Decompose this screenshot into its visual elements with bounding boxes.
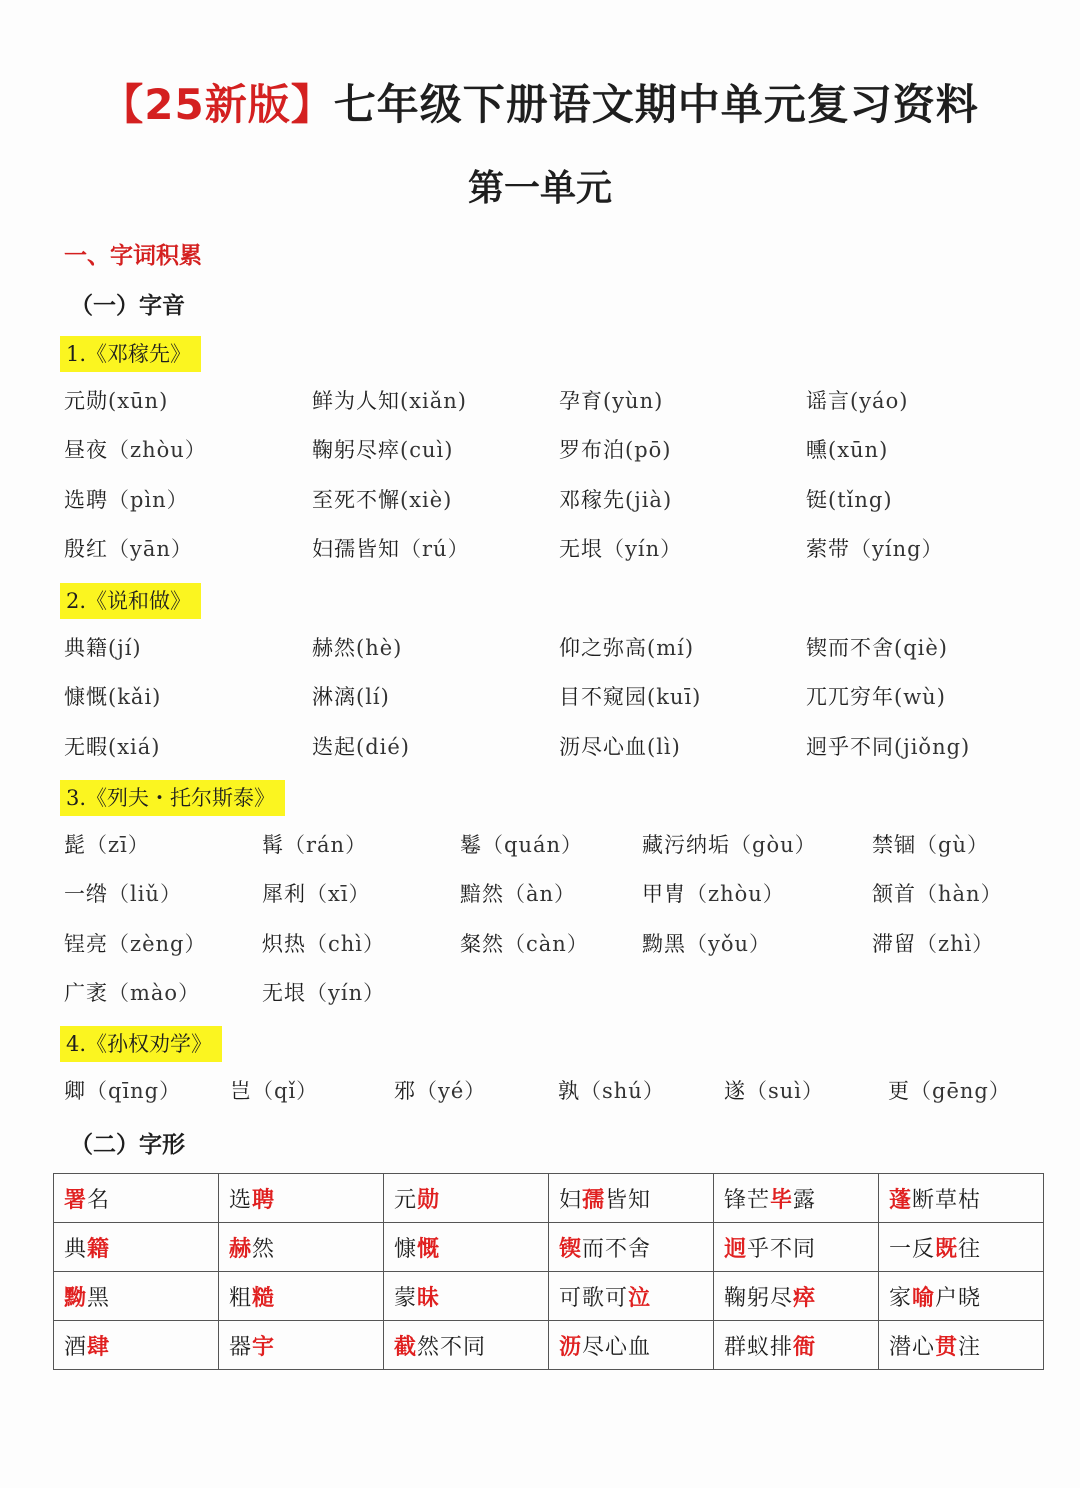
lesson-heading: 2.《说和做》	[60, 583, 201, 619]
entry-pinyin: （liǔ）	[108, 882, 182, 907]
cell-text: 慷	[394, 1236, 418, 1262]
pinyin-entry	[64, 828, 150, 862]
table-cell	[879, 1321, 1044, 1370]
entry-word: 黝黑	[642, 931, 686, 956]
entry-pinyin: （qīng）	[86, 1079, 182, 1103]
highlighted-char: 贯	[935, 1333, 959, 1360]
entry-pinyin: （yín）	[306, 980, 386, 1005]
entry-pinyin: （zhì）	[916, 931, 995, 956]
cell-text: 注	[958, 1334, 982, 1360]
entry-pinyin: (yùn)	[603, 389, 664, 413]
entry-pinyin: （gēng）	[910, 1079, 1011, 1103]
pinyin-row	[0, 976, 1080, 1010]
entry-pinyin: （quán）	[482, 833, 584, 857]
pinyin-entry	[64, 1074, 181, 1108]
pinyin-entry	[460, 828, 583, 862]
pinyin-entry	[262, 828, 367, 862]
entry-pinyin: （shú）	[580, 1079, 665, 1103]
entry-pinyin: （yé）	[416, 1079, 487, 1103]
entry-pinyin: (yáo)	[850, 389, 909, 413]
entry-pinyin: （yǒu）	[686, 931, 772, 956]
table-cell	[714, 1321, 879, 1370]
table-cell	[384, 1321, 549, 1370]
pinyin-entry	[559, 384, 663, 418]
table-cell	[219, 1174, 384, 1223]
cell-text: 户晓	[935, 1285, 982, 1311]
highlighted-char: 署	[64, 1186, 88, 1213]
entry-word: 髭	[64, 833, 86, 857]
entry-word: 甲胄	[642, 882, 686, 907]
pinyin-entry	[559, 680, 701, 714]
entry-pinyin: (cuì)	[400, 438, 454, 463]
pinyin-entry	[806, 532, 944, 566]
table-cell	[879, 1174, 1044, 1223]
entry-word: 典籍	[64, 636, 108, 660]
entry-pinyin: (xūn)	[828, 438, 889, 463]
cell-text: 乎不同	[747, 1236, 817, 1262]
entry-pinyin: （rú）	[400, 536, 470, 561]
cell-text: 然不同	[417, 1334, 487, 1360]
entry-word: 岂	[230, 1079, 252, 1103]
table-cell	[54, 1223, 219, 1272]
pinyin-entry	[64, 384, 168, 418]
highlighted-char: 喻	[912, 1284, 936, 1311]
highlighted-char: 孺	[582, 1186, 606, 1213]
cell-text: 可歌可	[559, 1285, 629, 1311]
entry-word: 淋漓	[312, 685, 356, 710]
entry-word: 迥乎不同	[806, 734, 894, 759]
table-cell	[219, 1272, 384, 1321]
entry-pinyin: (kǎi)	[108, 685, 162, 710]
table-cell	[549, 1174, 714, 1223]
highlighted-char: 蓬	[889, 1186, 913, 1213]
lesson-heading: 1.《邓稼先》	[60, 336, 201, 372]
pinyin-entry	[394, 1074, 486, 1108]
lesson-heading: 3.《列夫・托尔斯泰》	[60, 780, 285, 816]
pinyin-entry	[559, 483, 672, 517]
entry-pinyin: (wù)	[894, 685, 946, 710]
highlighted-char: 截	[394, 1333, 418, 1360]
entry-pinyin: （rán）	[284, 833, 368, 857]
highlighted-char: 毕	[770, 1186, 794, 1213]
cell-text: 黑	[87, 1285, 111, 1311]
table-row	[54, 1223, 1044, 1272]
table-cell	[384, 1272, 549, 1321]
entry-pinyin: (qiè)	[894, 636, 948, 660]
pinyin-entry	[64, 433, 207, 467]
entry-word: 赫然	[312, 636, 356, 660]
title-text: 七年级下册语文期中单元复习资料	[333, 80, 979, 129]
highlighted-char: 勋	[417, 1186, 441, 1213]
pinyin-entry	[724, 1074, 824, 1108]
entry-word: 曛	[806, 438, 828, 463]
table-cell	[54, 1174, 219, 1223]
pinyin-entry	[262, 877, 371, 911]
pinyin-entry	[872, 828, 989, 862]
table-cell	[54, 1272, 219, 1321]
table-cell	[219, 1321, 384, 1370]
cell-text: 潜心	[889, 1334, 936, 1360]
entry-word: 髯	[262, 833, 284, 857]
entry-word: 目不窥园	[559, 685, 647, 710]
entry-word: 藏污纳垢	[642, 833, 730, 857]
table-cell	[384, 1174, 549, 1223]
entry-word: 鲜为人知	[312, 389, 400, 413]
entry-word: 元勋	[64, 389, 108, 413]
unit-title: 第一单元	[467, 168, 612, 209]
table-cell	[54, 1321, 219, 1370]
entry-pinyin: （qǐ）	[252, 1079, 319, 1103]
pinyin-entry	[64, 877, 182, 911]
pinyin-row	[0, 1074, 1080, 1108]
entry-word: 禁锢	[872, 833, 916, 857]
pinyin-entry	[460, 927, 589, 961]
pinyin-entry	[64, 680, 161, 714]
cell-text: 名	[87, 1187, 111, 1213]
pinyin-entry	[559, 532, 682, 566]
entry-pinyin: （gòu）	[730, 833, 817, 857]
cell-text: 然	[252, 1236, 276, 1262]
highlighted-char: 锲	[559, 1235, 583, 1262]
entry-word: 孰	[558, 1079, 580, 1103]
entry-word: 卿	[64, 1079, 86, 1103]
entry-pinyin: （zèng）	[108, 931, 207, 956]
highlighted-char: 泣	[628, 1284, 652, 1311]
entry-pinyin: （zī）	[86, 833, 150, 857]
entry-word: 铤	[806, 487, 828, 512]
pinyin-entry	[312, 433, 453, 467]
lesson-heading: 4.《孙权劝学》	[60, 1026, 222, 1062]
entry-word: 萦带	[806, 536, 850, 561]
entry-word: 谣言	[806, 389, 850, 413]
pinyin-entry	[872, 927, 994, 961]
cell-text: 皆知	[605, 1187, 652, 1213]
pinyin-row	[0, 433, 1080, 467]
pinyin-entry	[559, 433, 671, 467]
highlighted-char: 籍	[87, 1235, 111, 1262]
pinyin-entry	[559, 631, 694, 665]
pinyin-row	[0, 384, 1080, 418]
cell-text: 家	[889, 1285, 913, 1311]
entry-pinyin: (xiè)	[400, 487, 453, 512]
entry-pinyin: (jiǒng)	[894, 734, 971, 759]
entry-word: 炽热	[262, 931, 306, 956]
pinyin-entry	[872, 877, 1003, 911]
pinyin-entry	[806, 730, 970, 764]
entry-word: 黯然	[460, 882, 504, 907]
entry-word: 慷慨	[64, 685, 108, 710]
entry-pinyin: (jí)	[108, 636, 142, 660]
entry-pinyin: （gù）	[916, 833, 989, 857]
table-cell	[879, 1223, 1044, 1272]
highlighted-char: 迥	[724, 1235, 748, 1262]
cell-text: 鞠躬尽	[724, 1285, 794, 1311]
entry-word: 迭起	[312, 734, 356, 759]
pinyin-entry	[262, 976, 385, 1010]
pinyin-entry	[806, 384, 908, 418]
entry-pinyin: （mào）	[108, 980, 201, 1005]
pinyin-entry	[806, 483, 893, 517]
pinyin-entry	[312, 384, 467, 418]
pinyin-entry	[64, 631, 142, 665]
cell-text: 器	[229, 1334, 253, 1360]
entry-pinyin: （àn）	[504, 882, 577, 907]
highlighted-char: 赫	[229, 1235, 253, 1262]
entry-pinyin: (kuī)	[647, 685, 702, 710]
entry-word: 颔首	[872, 882, 916, 907]
table-cell	[714, 1272, 879, 1321]
cell-text: 往	[958, 1236, 982, 1262]
entry-pinyin: （càn）	[504, 931, 589, 956]
cell-text: 尽心血	[582, 1334, 652, 1360]
entry-word: 犀利	[262, 882, 306, 907]
highlighted-char: 昧	[417, 1284, 441, 1311]
cell-text: 群蚁排	[724, 1334, 794, 1360]
pinyin-entry	[806, 631, 948, 665]
table-cell	[219, 1223, 384, 1272]
highlighted-char: 聘	[252, 1186, 276, 1213]
entry-word: 妇孺皆知	[312, 536, 400, 561]
pinyin-entry	[460, 877, 576, 911]
cell-text: 典	[64, 1236, 88, 1262]
entry-pinyin: （hàn）	[916, 882, 1003, 907]
entry-word: 锃亮	[64, 931, 108, 956]
pinyin-entry	[312, 532, 470, 566]
edition-tag: 【25新版】	[101, 80, 334, 129]
cell-text: 蒙	[394, 1285, 418, 1311]
entry-word: 滞留	[872, 931, 916, 956]
table-cell	[714, 1174, 879, 1223]
entry-word: 更	[888, 1079, 910, 1103]
highlighted-char: 肆	[87, 1333, 111, 1360]
entry-word: 无暇	[64, 734, 108, 759]
pinyin-entry	[64, 730, 160, 764]
entry-pinyin: (xiá)	[108, 734, 161, 759]
entry-word: 一绺	[64, 882, 108, 907]
cell-text: 选	[229, 1187, 253, 1213]
entry-pinyin: (pō)	[625, 438, 672, 463]
cell-text: 一反	[889, 1236, 936, 1262]
cell-text: 酒	[64, 1334, 88, 1360]
pinyin-entry	[642, 877, 785, 911]
pinyin-entry	[888, 1074, 1011, 1108]
cell-text: 锋芒	[724, 1187, 771, 1213]
pinyin-entry	[312, 730, 410, 764]
entry-word: 广袤	[64, 980, 108, 1005]
pinyin-row	[0, 483, 1080, 517]
entry-word: 粲然	[460, 931, 504, 956]
entry-word: 锲而不舍	[806, 636, 894, 660]
entry-word: 邓稼先	[559, 487, 625, 512]
entry-pinyin: （xī）	[306, 882, 371, 907]
entry-word: 鬈	[460, 833, 482, 857]
entry-pinyin: (hè)	[356, 636, 403, 660]
entry-pinyin: (xiǎn)	[400, 389, 467, 413]
entry-word: 鞠躬尽瘁	[312, 438, 400, 463]
pinyin-entry	[64, 976, 200, 1010]
cell-text: 元	[394, 1187, 418, 1213]
section-heading: 一、字词积累	[64, 243, 202, 269]
pinyin-row	[0, 532, 1080, 566]
pinyin-entry	[806, 433, 888, 467]
entry-word: 至死不懈	[312, 487, 400, 512]
entry-pinyin: (tǐng)	[828, 487, 893, 512]
entry-pinyin: （chì）	[306, 931, 386, 956]
pinyin-entry	[642, 927, 771, 961]
entry-word: 孕育	[559, 389, 603, 413]
pinyin-entry	[230, 1074, 318, 1108]
entry-pinyin: （yān）	[108, 536, 193, 561]
table-cell	[879, 1272, 1044, 1321]
subsection-heading-pronunciation: （一）字音	[70, 293, 185, 319]
table-cell	[549, 1272, 714, 1321]
entry-word: 遂	[724, 1079, 746, 1103]
entry-word: 昼夜	[64, 438, 108, 463]
entry-word: 仰之弥高	[559, 636, 647, 660]
pinyin-entry	[64, 927, 206, 961]
pinyin-entry	[64, 483, 189, 517]
entry-pinyin: (xūn)	[108, 389, 169, 413]
cell-text: 妇	[559, 1187, 583, 1213]
highlighted-char: 黝	[64, 1284, 88, 1311]
pinyin-entry	[559, 730, 681, 764]
pinyin-entry	[806, 680, 946, 714]
cell-text: 露	[793, 1187, 817, 1213]
pinyin-entry	[262, 927, 385, 961]
entry-pinyin: (mí)	[647, 636, 695, 660]
entry-pinyin: （pìn）	[108, 487, 189, 512]
pinyin-entry	[558, 1074, 665, 1108]
highlighted-char: 瘁	[793, 1284, 817, 1311]
pinyin-row	[0, 631, 1080, 665]
highlighted-char: 衙	[793, 1333, 817, 1360]
entry-word: 选聘	[64, 487, 108, 512]
entry-word: 无垠	[559, 536, 603, 561]
table-cell	[549, 1321, 714, 1370]
pinyin-entry	[64, 532, 193, 566]
cell-text: 断草枯	[912, 1187, 982, 1213]
entry-pinyin: （yín）	[603, 536, 683, 561]
entry-pinyin: (lì)	[647, 734, 681, 759]
entry-word: 罗布泊	[559, 438, 625, 463]
page-title	[0, 72, 1080, 132]
entry-pinyin: （yíng）	[850, 536, 944, 561]
pinyin-row	[0, 828, 1080, 862]
entry-word: 沥尽心血	[559, 734, 647, 759]
table-row	[54, 1174, 1044, 1223]
glyph-table	[53, 1173, 1044, 1370]
entry-word: 殷红	[64, 536, 108, 561]
entry-pinyin: (jià)	[625, 487, 673, 512]
entry-pinyin: (dié)	[356, 734, 410, 759]
highlighted-char: 糙	[252, 1284, 276, 1311]
pinyin-row	[0, 730, 1080, 764]
table-row	[54, 1321, 1044, 1370]
pinyin-row	[0, 877, 1080, 911]
highlighted-char: 既	[935, 1235, 959, 1262]
entry-pinyin: （suì）	[746, 1079, 825, 1103]
pinyin-entry	[312, 631, 402, 665]
table-cell	[384, 1223, 549, 1272]
entry-word: 无垠	[262, 980, 306, 1005]
entry-word: 兀兀穷年	[806, 685, 894, 710]
cell-text: 粗	[229, 1285, 253, 1311]
entry-pinyin: （zhòu）	[686, 882, 785, 907]
table-row	[54, 1272, 1044, 1321]
highlighted-char: 沥	[559, 1333, 583, 1360]
table-cell	[549, 1223, 714, 1272]
pinyin-entry	[642, 828, 817, 862]
pinyin-row	[0, 680, 1080, 714]
entry-pinyin: （zhòu）	[108, 438, 207, 463]
cell-text: 而不舍	[582, 1236, 652, 1262]
subsection-heading-glyphs: （二）字形	[70, 1132, 185, 1158]
highlighted-char: 慨	[417, 1235, 441, 1262]
highlighted-char: 宇	[252, 1333, 276, 1360]
entry-pinyin: (lí)	[356, 685, 390, 710]
table-cell	[714, 1223, 879, 1272]
entry-word: 邪	[394, 1079, 416, 1103]
pinyin-entry	[312, 483, 452, 517]
pinyin-row	[0, 927, 1080, 961]
pinyin-entry	[312, 680, 390, 714]
